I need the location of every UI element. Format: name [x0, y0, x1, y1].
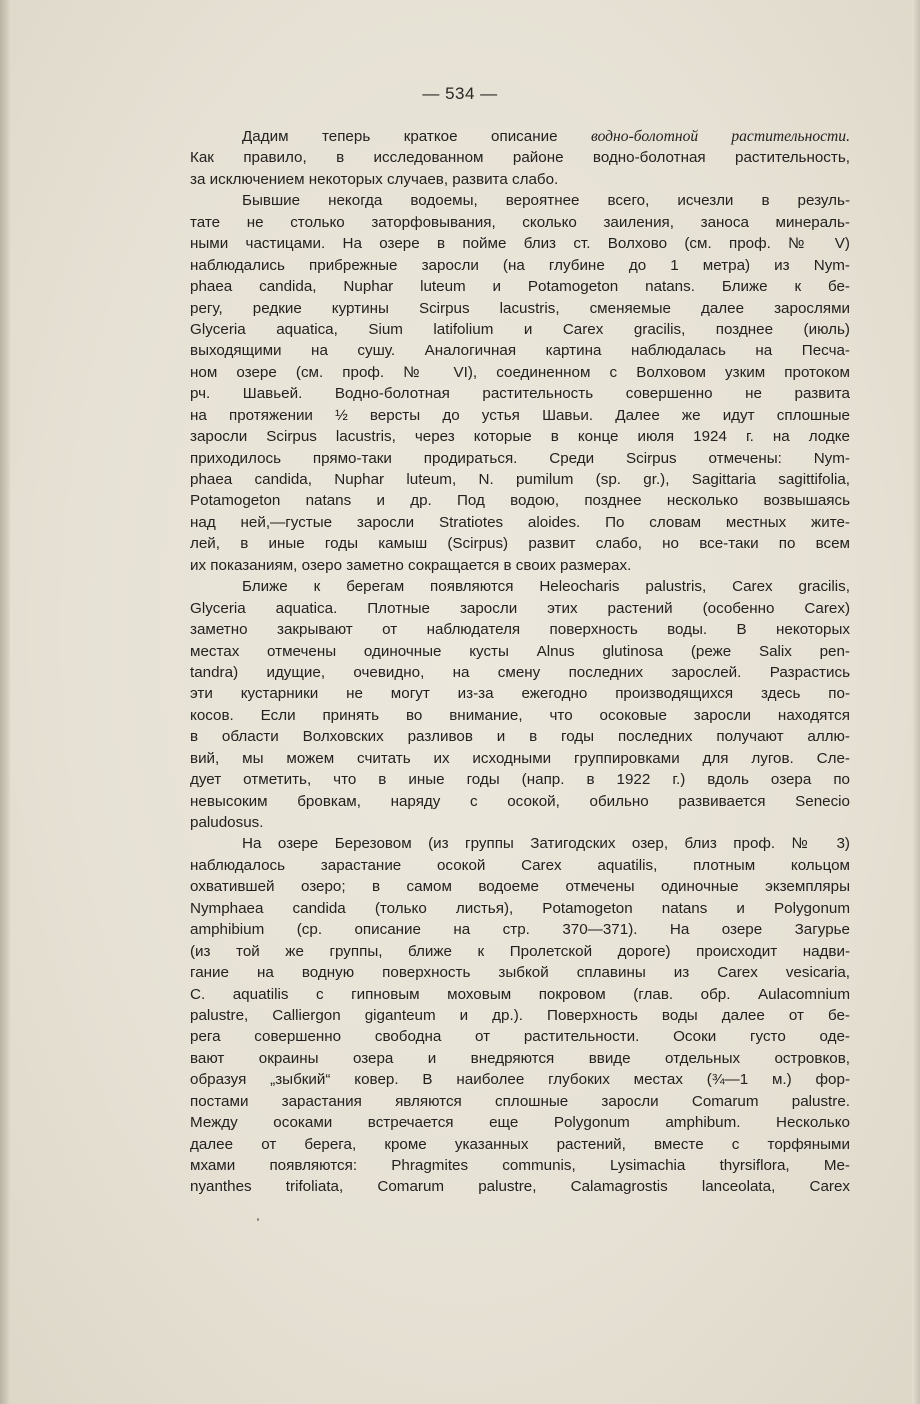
text-line: Potamogeton natans и др. Под водою, позднее несколько возвышаясь	[190, 492, 850, 510]
text-line: выходящими на сушу. Аналогичная картина наблюдалась на Песча-	[190, 342, 850, 360]
text-line: заметно закрывают от наблюдателя поверхность воды. В некоторых	[190, 621, 850, 639]
text-line: Между осоками встречается еще Polygonum amphibum. Несколько	[190, 1114, 850, 1132]
text-line: palustre, Calliergon giganteum и др.). Поверхность воды далее от бе-	[190, 1006, 850, 1024]
text-line: постами зарастания являются сплошные заросли Comarum palustre.	[190, 1092, 850, 1110]
text-line: Nymphaea candida (только листья), Potamogeton natans и Polygonum	[190, 899, 850, 917]
text-line: заросли Scirpus lacustris, через которые в конце июля 1924 г. на лодке	[190, 428, 850, 446]
page-edge-right	[912, 0, 920, 1404]
text-line: Ближе к берегам появляются Heleocharis palustris, Carex gracilis,	[242, 578, 850, 596]
text-line: образуя „зыбкий“ ковер. В наиболее глубоких местах (¾—1 м.) фор-	[190, 1071, 850, 1089]
text-line: над ней,—густые заросли Stratiotes aloides. По словам местных жите-	[190, 513, 850, 531]
text-line: далее от берега, кроме указанных растений, вместе с торфяными	[190, 1135, 850, 1153]
body-text	[190, 126, 850, 1198]
text-line: регу, редкие куртины Scirpus lacustris, сменяемые далее зарослями	[190, 299, 850, 317]
text-run: Дадим теперь краткое описание	[242, 128, 591, 145]
text-line: Бывшие некогда водоемы, вероятнее всего, исчезли в резуль-	[242, 192, 850, 210]
text-line: вий, мы можем считать их исходными группировками для лугов. Сле-	[190, 749, 850, 767]
text-line: C. aquatilis с гипновым моховым покровом (глав. обр. Aulacomnium	[190, 985, 850, 1003]
text-line: невысоким бровкам, наряду с осокой, обильно развивается Senecio	[190, 792, 850, 810]
page-edge-left	[0, 0, 10, 1404]
paper-speck	[257, 1218, 259, 1221]
text-line: на протяжении ½ версты до устья Шавьи. Далее же идут сплошные	[190, 406, 850, 424]
text-line: (из той же группы, ближе к Пролетской дороге) происходит надви-	[190, 942, 850, 960]
text-line: Как правило, в исследованном районе водно-болотная растительность,	[190, 149, 850, 167]
text-line: косов. Если принять во внимание, что осоковые заросли находятся	[190, 706, 850, 724]
text-line: охватившей озеро; в самом водоеме отмечены одиночные экземпляры	[190, 878, 850, 896]
text-line: nyanthes trifoliata, Comarum palustre, Calamagrostis lanceolata, Carex	[190, 1178, 850, 1196]
text-line: приходилось прямо-таки продираться. Среди Scirpus отмечены: Nym-	[190, 449, 850, 467]
text-line: тате не столько заторфовывания, сколько заиления, заноса минераль-	[190, 213, 850, 231]
text-line: ном озере (см. проф. № VI), соединенном с Волховом узким протоком	[190, 363, 850, 381]
text-line	[190, 126, 850, 147]
text-line: в области Волховских разливов и в годы последних получают аллю-	[190, 728, 850, 746]
page-number: — 534 —	[422, 84, 498, 103]
text-line: amphibium (ср. описание на стр. 370—371). На озере Загурье	[190, 921, 850, 939]
text-line: дует отметить, что в иные годы (напр. в 1922 г.) вдоль озера по	[190, 771, 850, 789]
text-line: phaea candida, Nuphar luteum и Potamogeton natans. Ближе к бе-	[190, 278, 850, 296]
text-line: наблюдалось зарастание осокой Carex aquatilis, плотным кольцом	[190, 856, 850, 874]
text-line: tandra) идущие, очевидно, на смену последних зарослей. Разрастись	[190, 663, 850, 681]
text-line: их показаниям, озеро заметно сокращается в своих размерах.	[190, 556, 632, 574]
text-line: лей, в иные годы камыш (Scirpus) развит слабо, но все-таки по всем	[190, 535, 850, 553]
text-line: вают окраины озера и внедряются ввиде отдельных островков,	[190, 1049, 850, 1067]
text-line: ными частицами. На озере в пойме близ ст. Волхово (см. проф. № V)	[190, 235, 850, 253]
text-line: рч. Шавьей. Водно-болотная растительность совершенно не развита	[190, 385, 850, 403]
italic-emphasis: водно-болотной растительности.	[591, 128, 851, 145]
text-line: paludosus.	[190, 814, 264, 831]
text-line: за исключением некоторых случаев, развита слабо.	[190, 170, 559, 188]
text-line: наблюдались прибрежные заросли (на глубине до 1 метра) из Nym-	[190, 256, 850, 274]
text-line: рега совершенно свободна от растительности. Осоки густо оде-	[190, 1028, 850, 1046]
text-line: местах отмечены одиночные кусты Alnus glutinosa (реже Salix pen-	[190, 642, 850, 660]
text-line: Glyceria aquatica, Sium latifolium и Carex gracilis, позднее (июль)	[190, 320, 850, 338]
text-line: На озере Березовом (из группы Затигодских озер, близ проф. № 3)	[242, 835, 850, 853]
text-line: эти кустарники не могут из-за ежегодно производящихся здесь по-	[190, 685, 850, 703]
text-line: phaea candida, Nuphar luteum, N. pumilum (sp. gr.), Sagittaria sagittifolia,	[190, 471, 850, 488]
text-line: гание на водную поверхность зыбкой сплавины из Carex vesicaria,	[190, 964, 850, 982]
text-line: мхами появляются: Phragmites communis, Lysimachia thyrsiflora, Me-	[190, 1157, 850, 1174]
text-line: Glyceria aquatica. Плотные заросли этих растений (особенно Carex)	[190, 599, 850, 617]
